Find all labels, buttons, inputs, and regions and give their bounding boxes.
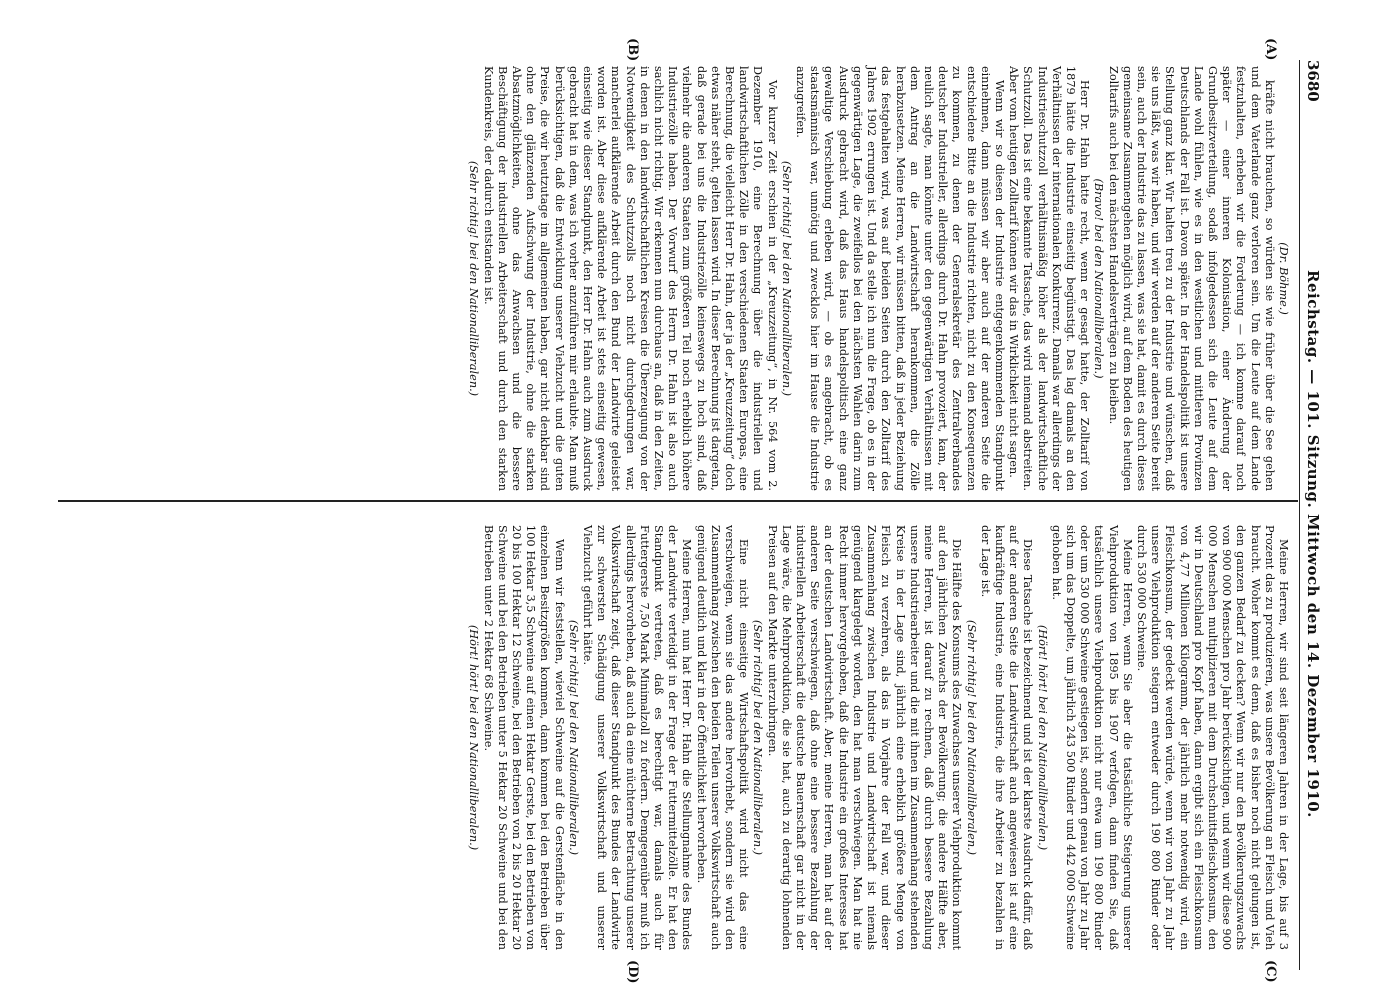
interjection: (Sehr richtig! bei den Nationalliberalen.)	[779, 160, 793, 397]
margin-marker-d: (D)	[625, 960, 640, 984]
paragraph: Meine Herren, nun hat Herr Dr. Hahn die Stellungnahme des Bundes der Landwirte verteidigt in der Frage der Futtermittelzölle. Er hat den Standpunkt vertreten, daß es berechtigt war, damals auch für Futtergerste 7,50 Mark Minimalzoll zu fordern. Demgegenüber muß ich allerdings hervorheben, daß auch da eine nüchterne Betrachtung unserer Volkswirtschaft zeigt, daß dieser Standpunkt des Bundes der Landwirte zur schwersten Schädigung unserer Volkswirtschaft und unserer Viehzucht geführt hätte.	[581, 525, 694, 950]
paragraph: Wenn wir feststellen, wieviel Schweine auf die Gerstenfläche in den einzelnen Besitzgrößen kommen, dann kommen bei den Betrieben über 100 Hektar 3,5 Schweine auf einen Hektar Gerste, bei den Betrieben von 20 bis 100 Hektar 12 Schweine, bei den Betrieben von 2 bis 20 Hektar 20 Schweine und bei den Betrieben unter 5 Hektar 20 Schweine und bei den Betrieben unter 2 Hektar 68 Schweine.	[481, 525, 566, 950]
digitization-credit	[4, 0, 18, 990]
left-text-column	[466, 66, 1290, 491]
paragraph: Herr Dr. Hahn hatte recht, wenn er gesagt hatte, der Zolltarif von 1879 hätte die Industrie einseitig begünstigt. Das lag damals an den Verhältnissen der internationalen Konkurrenz. Damals war allerdings der Industrieschutzzoll verhältnismäßig höher als der landwirtschaftliche Schutzzoll. Das ist eine bekannte Tatsache, das wird niemand abstreiten. Aber vom heutigen Zolltarif können wir das in Wirklichkeit nicht sagen.	[1007, 66, 1092, 491]
interjection: (Sehr richtig! bei den Nationalliberalen.)	[964, 619, 978, 856]
document-page	[30, 0, 1330, 1000]
paragraph: Die Hälfte des Konsums des Zuwachses unserer Viehproduktion kommt auf den jährlichen Zuwachs der Bevölkerung; die andere Hälfte aber, meine Herren, ist darauf zu rechnen, daß durch bessere Bezahlung unsere Industriearbeiter und die mit ihnen im Zusammenhang stehenden Kreise in der Lage sind, jährlich eine erheblich größere Menge von Fleisch zu verzehren, als das in Vorjahre der Fall war, und dieser Zusammenhang zwischen Industrie und Landwirtschaft ist niemals genügend klargelegt worden, den hat man verschwiegen. Man hat nie Recht immer hervorgehoben, daß die Industrie ein großes Interesse hat an der deutschen Landwirtschaft. Aber, meine Herren, man hat auf der anderen Seite verschwiegen, daß ohne eine bessere Bezahlung der industriellen Arbeiterschaft die deutsche Bauernschaft gar nicht in der Lage wäre, die Mehrproduktion, die sie hat, auch zu derartig lohnenden Preisen auf den Markte unterzubringen.	[765, 525, 964, 951]
interjection: (Sehr richtig! bei den Nationalliberalen.)	[566, 619, 580, 856]
interjection: (Sehr richtig! bei den Nationalliberalen.)	[751, 619, 765, 856]
page-title: Reichstag. — 101. Sitzung. Mittwoch den 14. Dezember 1910.	[1304, 270, 1322, 818]
column-divider	[58, 500, 1298, 502]
interjection: (Dr. Böhme.)	[1277, 242, 1290, 315]
paragraph: Meine Herren, wenn Sie aber die tatsächliche Steigerung unserer Viehproduktion von 1895 bis 1907 verfolgen, dann finden Sie, daß tatsächlich unsere Viehproduktion nicht nur etwa um 190 800 Rinder oder um 530 000 Schweine gestiegen ist, sondern genau von Jahr zu Jahr sich um das Doppelte, um jährlich 243 500 Rinder und 442 000 Schweine gehoben hat.	[1049, 525, 1134, 950]
paragraph: Wenn wir so diesen der Industrie entgegenkommenden Standpunkt einnehmen, dann müssen wir aber auch auf der anderen Seite die entschiedene Bitte an die Industrie richten, nicht zu den Konsequenzen zu kommen, zu denen der Generalsekretär des Zentralverbandes deutscher Industrieller, allerdings durch Dr. Hahn provoziert, kam, der neulich sagte, man könnte unter den gegenwärtigen Verhältnissen mit dem Antrag an die Landwirtschaft herankommen, die Zölle herabzusetzen. Meine Herren, wir müssen bitten, daß in jeder Beziehung das festgehalten wird, was auf beiden Seiten durch den Zolltarif des Jahres 1902 errungen ist. Und da stelle ich nun die Frage, ob es in der gegenwärtigen Lage, die zweifellos bei den nächsten Wahlen darin zum Ausdruck gebracht wird, daß das Haus handelspolitisch eine ganz gewaltige Verschiebung erleben wird, — ob es angebracht, ob es staatsmännisch war, unnötig und zwecklos hier im Hause die Industrie anzugreifen.	[794, 66, 1006, 491]
paragraph: kräfte nicht brauchen, so würden sie wie früher über die See gehen und dem Vaterlande ganz verloren sein. Um die Leute auf dem Lande festzuhalten, erheben wir die Forderung — ich komme darauf noch später — einer inneren Kolonisation, einer Änderung der Grundbesitzverteilung, sodaß infolgedessen sich die Leute auf dem Lande wohl fühlen, wie es in den westlichen und mittleren Provinzen Deutschlands der Fall ist. Davon später. In der Handelspolitik ist unsere Stellung ganz klar. Wir halten treu zu der Industrie und wünschen, daß sie uns läßt, was wir haben, und wir werden auf der anderen Seite bereit sein, auch der Industrie das zu lassen, was sie hat, damit es durch dieses gemeinsame Zusammengehen möglich wird, auf dem Boden des heutigen Zolltarifs auch bei den nächsten Handelsverträgen zu bleiben.	[1106, 66, 1276, 491]
paragraph: Vor kurzer Zeit erschien in der „Kreuzzeitung“, in Nr. 564 vom 2. Dezember 1910, eine Berechnung über die industriellen und landwirtschaftlichen Zölle in den verschiedenen Staaten Europas, eine Berechnung, die vielleicht Herr Dr. Hahn, der ja der „Kreuzzeitung“ doch etwas näher steht, gelten lassen wird. In dieser Berechnung ist dargetan, daß gerade bei uns die Industriezölle keineswegs zu hoch sind, daß vielmehr die anderen Staaten zum größeren Teil noch erheblich höhere Industriezölle haben. Der Vorwurf des Herrn Dr. Hahn ist also auch sachlich nicht richtig. Wir erkennen nun durchaus an, daß in den Zeiten, in denen in den landwirtschaftlichen Kreisen die Überzeugung von der Notwendigkeit des Schutzzolls noch nicht durchgedrungen war, mancherlei aufklärende Arbeit durch den Bund der Landwirte geleistet worden ist. Aber diese aufklärende Arbeit ist stets einseitig gewesen, einseitig wie dieser Standpunkt, den Herr Dr. Hahn auch zum Ausdruck gebracht hat in dem, was ich vorher anzuführen mir erlaubte. Man muß berücksichtigen, daß die Entwicklung unserer Viehzucht und die guten Preise, die wir heutzutage im allgemeinen haben, gar nicht denkbar sind ohne den glänzenden Aufschwung der Industrie, ohne die starken Absatzmöglichkeiten, ohne das Anwachsen und die bessere Beschäftigung der industriellen Arbeiterschaft und durch den starken Kundenkreis, der dadurch entstanden ist.	[481, 66, 779, 491]
margin-marker-a: (A)	[1263, 38, 1278, 61]
header-rule	[1299, 60, 1300, 970]
paragraph: Eine nicht einseitige Wirtschaftspolitik wird nicht das eine verschweigen, wenn sie das andere hervorhebt, sondern sie wird den Zusammenhang zwischen den beiden Teilen unserer Volkswirtschaft auch genügend deutlich und klar in der Öffentlichkeit hervorheben.	[694, 525, 751, 950]
interjection: (Sehr richtig! bei den Nationalliberalen.)	[467, 160, 481, 397]
page-number: 3680	[1304, 60, 1322, 102]
margin-marker-c: (C)	[1263, 960, 1278, 983]
interjection: (Hört! hört! bei den Nationalliberalen.)	[467, 624, 481, 851]
paragraph: Meine Herren, wir sind seit längeren Jahren in der Lage, bis auf 3 Prozent das zu produzieren, was unsere Bevölkerung an Fleisch und Vieh braucht. Woher kommt es denn, daß es bisher noch nicht gelungen ist, den ganzen Bedarf zu decken? Wenn wir nur den Bevölkerungszuwachs von 900 000 Menschen pro Jahr berücksichtigen, und wenn wir diese 900 000 Menschen multiplizieren mit dem Durchschnittsfleischkonsum, den wir in Deutschland pro Kopf haben, dann ergibt sich ein Fleischkonsum von 4,77 Millionen Kilogramm, der jährlich mehr notwendig wird, ein Fleischkonsum, der gedeckt werden würde, wenn wir von Jahr zu Jahr unsere Viehproduktion steigern entweder durch 190 800 Rinder oder durch 530 000 Schweine.	[1134, 525, 1290, 950]
margin-marker-b: (B)	[625, 38, 640, 62]
interjection: (Bravo! bei den Nationalliberalen.)	[1092, 178, 1106, 379]
paragraph: Diese Tatsache ist bezeichnend und ist der klarste Ausdruck dafür, daß auf der anderen Seite die Landwirtschaft auch angewiesen ist auf eine kaufkräftige Industrie, eine Industrie, die ihre Arbeiter zu bezahlen in der Lage ist.	[978, 525, 1035, 950]
right-text-column	[466, 525, 1290, 950]
interjection: (Hört! hört! bei den Nationalliberalen.)	[1035, 624, 1049, 851]
